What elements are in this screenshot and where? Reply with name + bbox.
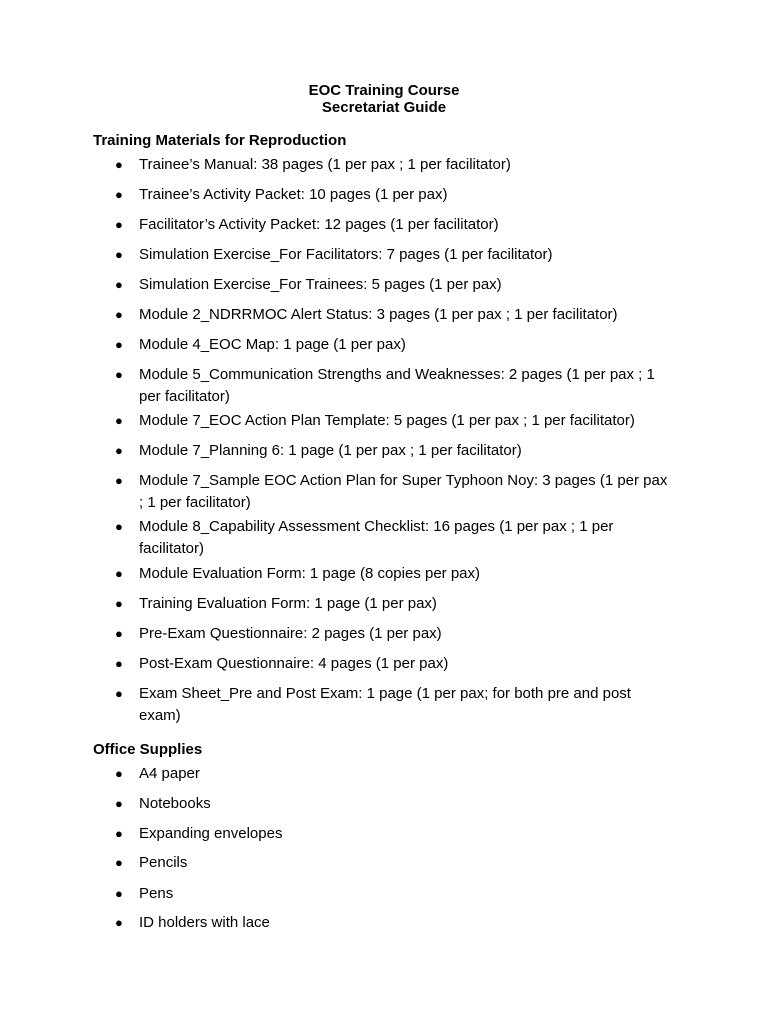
bullet-icon: ● [115, 596, 123, 611]
list-item: ● Trainee’s Activity Packet: 10 pages (1 per pax) [115, 184, 675, 206]
list-item: ● Module 7_Planning 6: 1 page (1 per pax ; 1 per facilitator) [115, 440, 675, 462]
bullet-icon: ● [115, 277, 123, 292]
bullet-icon: ● [115, 686, 123, 701]
bullet-icon: ● [115, 367, 123, 382]
list-item: ● ID holders with lace [115, 912, 675, 934]
list-item: ● A4 paper [115, 763, 675, 785]
section-heading-training-materials: Training Materials for Reproduction [93, 132, 347, 149]
bullet-icon: ● [115, 886, 123, 901]
bullet-icon: ● [115, 855, 123, 870]
list-item: ● Pre-Exam Questionnaire: 2 pages (1 per pax) [115, 623, 675, 645]
bullet-icon: ● [115, 307, 123, 322]
list-item: ● Trainee’s Manual: 38 pages (1 per pax ; 1 per facilitator) [115, 154, 675, 176]
document-title: EOC Training Course [308, 82, 460, 99]
list-item: ● Pencils [115, 852, 675, 874]
list-item: ● Module 8_Capability Assessment Checklist: 16 pages (1 per pax ; 1 per facilitator) [115, 518, 614, 557]
bullet-icon: ● [115, 217, 123, 232]
section-heading-office-supplies: Office Supplies [93, 741, 203, 758]
bullet-icon: ● [115, 157, 123, 172]
list-item: ● Module 5_Communication Strengths and Weaknesses: 2 pages (1 per pax ; 1 per facilitator) [115, 366, 655, 405]
bullet-icon: ● [115, 796, 123, 811]
list-item: ● Notebooks [115, 793, 675, 815]
list-item: ● Training Evaluation Form: 1 page (1 per pax) [115, 593, 675, 615]
bullet-icon: ● [115, 443, 123, 458]
bullet-icon: ● [115, 626, 123, 641]
bullet-icon: ● [115, 656, 123, 671]
list-item: ● Post-Exam Questionnaire: 4 pages (1 per pax) [115, 653, 675, 675]
bullet-icon: ● [115, 915, 123, 930]
bullet-icon: ● [115, 766, 123, 781]
list-item: ● Module 7_EOC Action Plan Template: 5 pages (1 per pax ; 1 per facilitator) [115, 410, 675, 432]
list-item: ● Expanding envelopes [115, 823, 675, 845]
list-item: ● Module Evaluation Form: 1 page (8 copies per pax) [115, 563, 675, 585]
list-item: ● Exam Sheet_Pre and Post Exam: 1 page (1 per pax; for both pre and post exam) [115, 685, 631, 724]
bullet-icon: ● [115, 519, 123, 534]
list-item: ● Simulation Exercise_For Facilitators: 7 pages (1 per facilitator) [115, 244, 675, 266]
bullet-icon: ● [115, 826, 123, 841]
document-subtitle: Secretariat Guide [321, 99, 447, 116]
list-item: ● Pens [115, 883, 675, 905]
bullet-icon: ● [115, 187, 123, 202]
list-item: ● Module 4_EOC Map: 1 page (1 per pax) [115, 334, 675, 356]
list-item: ● Simulation Exercise_For Trainees: 5 pages (1 per pax) [115, 274, 675, 296]
bullet-icon: ● [115, 473, 123, 488]
list-item: ● Facilitator’s Activity Packet: 12 pages (1 per facilitator) [115, 214, 675, 236]
list-item: ● Module 7_Sample EOC Action Plan for Super Typhoon Noy: 3 pages (1 per pax ; 1 per facilitator) [115, 472, 668, 511]
bullet-icon: ● [115, 413, 123, 428]
bullet-icon: ● [115, 337, 123, 352]
bullet-icon: ● [115, 566, 123, 581]
bullet-icon: ● [115, 247, 123, 262]
list-item: ● Module 2_NDRRMOC Alert Status: 3 pages (1 per pax ; 1 per facilitator) [115, 304, 675, 326]
